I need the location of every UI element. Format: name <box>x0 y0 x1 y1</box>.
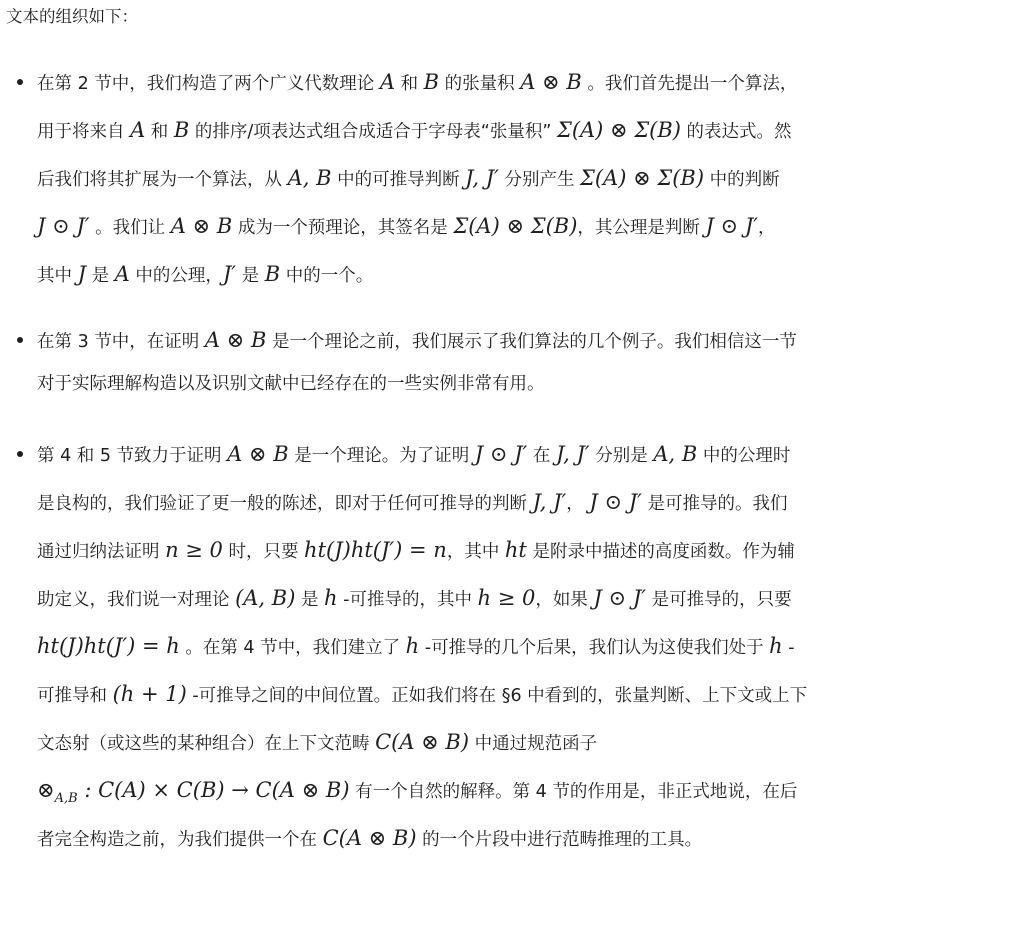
math-expression: J ⊙ J′ <box>474 442 528 466</box>
text-line <box>37 362 797 406</box>
math-expression: B <box>423 70 440 94</box>
text-line <box>37 766 807 814</box>
text-run: 。我们让 <box>89 218 171 238</box>
text-run: 可推导和 <box>37 686 113 706</box>
text-run: ，其公理是判断 <box>577 218 706 238</box>
math-expression: J, J′ <box>555 442 590 466</box>
text-run: 是可推导的，只要 <box>646 590 792 610</box>
math-subscript: A,B <box>54 791 78 807</box>
text-run: 是可推导的。我们 <box>641 494 788 514</box>
math-expression: B <box>264 262 281 286</box>
math-expression: J <box>77 262 86 286</box>
math-expression: A ⊗ B <box>170 214 233 238</box>
list-item-section-3 <box>0 318 797 406</box>
text-run: 其中 <box>37 266 78 286</box>
text-run: 中的一个。 <box>280 266 374 286</box>
text-run: 中的判断 <box>704 170 780 190</box>
math-expression <box>37 778 350 807</box>
math-expression: J, J′ <box>465 166 499 190</box>
text-line <box>37 318 797 362</box>
intro-text: 文本的组织如下： <box>6 7 138 26</box>
math-expression: A ⊗ B <box>227 442 289 466</box>
text-run: 时，只要 <box>222 542 305 562</box>
text-run: 中的可推导判断 <box>331 170 466 190</box>
text-run: 中的公理， <box>129 266 223 286</box>
text-run: -可推导的几个后果，我们认为这使我们处于 <box>419 638 770 658</box>
text-run: 中通过规范函子 <box>469 734 598 754</box>
math-expression: A, B <box>653 442 698 466</box>
math-expression: J ⊙ J′ <box>589 490 642 514</box>
math-expression: Σ(A) ⊗ Σ(B) <box>556 118 681 142</box>
text-run: 是一个理论之前，我们展示了我们算法的几个例子。我们相信这一节 <box>266 332 797 352</box>
text-line <box>37 526 807 574</box>
text-run: 在 <box>527 446 556 466</box>
text-line <box>37 58 797 106</box>
text-line <box>37 478 807 526</box>
math-expression: J′ <box>222 262 237 286</box>
list-item-sections-4-5 <box>0 430 807 862</box>
text-run: 的一个片段中进行范畴推理的工具。 <box>416 830 703 850</box>
text-run: 用于将来自 <box>37 122 131 142</box>
math-expression-body: : C(A) × C(B) → C(A ⊗ B) <box>77 778 350 802</box>
math-expression: J ⊙ J′ <box>705 214 759 238</box>
math-expression: Σ(A) ⊗ Σ(B) <box>453 214 578 238</box>
text-run: 在第 2 节中，我们构造了两个广义代数理论 <box>37 74 380 94</box>
text-run: 的张量积 <box>439 74 521 94</box>
text-line <box>37 574 807 622</box>
text-run: 是 <box>295 590 325 610</box>
text-run: 对于实际理解构造以及识别文献中已经存在的一些实例非常有用。 <box>37 374 545 394</box>
text-run: 通过归纳法证明 <box>37 542 166 562</box>
text-run: 是良构的，我们验证了更一般的陈述，即对于任何可推导的判断 <box>37 494 533 514</box>
math-expression: ht <box>504 538 527 562</box>
text-run: 。我们首先提出一个算法， <box>581 74 798 94</box>
math-expression: A <box>379 70 395 94</box>
text-run: ， <box>566 494 590 514</box>
text-run: 文态射（或这些的某种组合）在上下文范畴 <box>37 734 376 754</box>
text-line <box>37 202 797 250</box>
text-line <box>37 622 807 670</box>
text-run: 的表达式。然 <box>680 122 792 142</box>
math-expression: B <box>173 118 190 142</box>
text-run: 是附录中描述的高度函数。作为辅 <box>526 542 795 562</box>
text-run: 中的公理时 <box>697 446 791 466</box>
text-run: -可推导之间的中间位置。正如我们将在 §6 中看到的，张量判断、上下文或上下 <box>186 686 808 706</box>
math-expression: ht(J)ht(J′) = h <box>37 634 180 658</box>
text-line <box>37 430 807 478</box>
text-run: 助定义，我们说一对理论 <box>37 590 236 610</box>
math-expression: A <box>114 262 130 286</box>
tensor-symbol: ⊗ <box>37 778 55 802</box>
math-expression: J ⊙ J′ <box>593 586 647 610</box>
text-run: 有一个自然的解释。第 4 节的作用是，非正式地说，在后 <box>349 782 798 802</box>
text-run: 。在第 4 节中，我们建立了 <box>179 638 406 658</box>
text-line <box>37 718 807 766</box>
math-expression: A <box>130 118 146 142</box>
math-expression: n ≥ 0 <box>165 538 223 562</box>
math-expression: h <box>324 586 338 610</box>
math-expression: h <box>769 634 783 658</box>
math-expression: A ⊗ B <box>520 70 582 94</box>
text-run: 后我们将其扩展为一个算法，从 <box>37 170 288 190</box>
math-expression: h ≥ 0 <box>477 586 536 610</box>
text-run: 在第 3 节中，在证明 <box>37 332 205 352</box>
math-expression: h <box>405 634 420 658</box>
text-run: 是 <box>236 266 265 286</box>
math-expression: A ⊗ B <box>204 328 267 352</box>
math-expression: J ⊙ J′ <box>37 214 90 238</box>
text-run: 者完全构造之前，为我们提供一个在 <box>37 830 323 850</box>
math-expression: ht(J)ht(J′) = n <box>304 538 447 562</box>
math-expression: J, J′ <box>532 490 567 514</box>
text-line <box>37 154 797 202</box>
text-line <box>37 250 797 298</box>
list-item-section-2 <box>0 58 797 298</box>
text-run: 第 4 和 5 节致力于证明 <box>37 446 228 466</box>
text-line <box>37 106 797 154</box>
text-run: -可推导的，其中 <box>337 590 478 610</box>
math-expression: Σ(A) ⊗ Σ(B) <box>580 166 705 190</box>
text-run: - <box>782 638 795 658</box>
text-run: 是 <box>86 266 115 286</box>
text-run: 和 <box>395 74 424 94</box>
math-expression: C(A ⊗ B) <box>375 730 470 754</box>
text-run: 成为一个预理论，其签名是 <box>232 218 454 238</box>
text-run: ，如果 <box>535 590 594 610</box>
math-expression: (h + 1) <box>112 682 187 706</box>
text-line <box>37 814 807 862</box>
text-run: ， <box>758 218 776 238</box>
text-line <box>37 670 807 718</box>
math-expression: (A, B) <box>235 586 296 610</box>
math-expression: A, B <box>287 166 332 190</box>
text-run: 分别是 <box>589 446 654 466</box>
text-run: 是一个理论。为了证明 <box>288 446 475 466</box>
text-run: ，其中 <box>446 542 505 562</box>
text-run: 分别产生 <box>498 170 581 190</box>
math-expression: C(A ⊗ B) <box>322 826 417 850</box>
text-run: 的排序/项表达式组合成适合于字母表“张量积” <box>189 122 557 142</box>
text-run: 和 <box>145 122 174 142</box>
